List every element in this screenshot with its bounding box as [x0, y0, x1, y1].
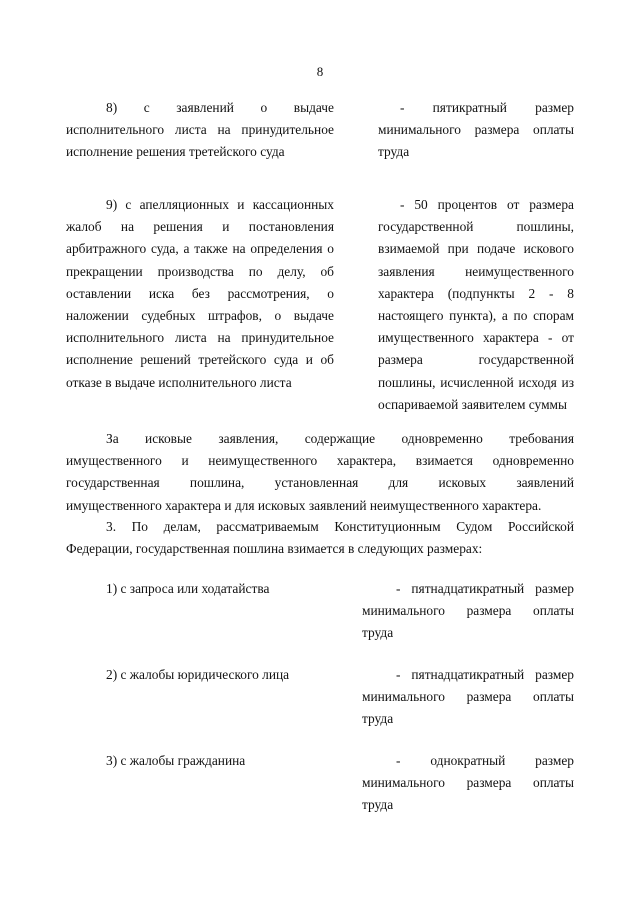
paragraph-line: Федерации, государственная пошлина взимается в следующих размерах: — [66, 541, 483, 557]
item-9-right-line: заявления неимущественного — [378, 263, 574, 279]
paragraph-mixed-claims — [66, 428, 574, 517]
paragraph-line: имущественного и неимущественного характера, взимается одновременно — [66, 453, 574, 469]
cc-item-1-right-line: минимального размера оплаты — [362, 603, 574, 619]
cc-item-2-left — [106, 664, 346, 686]
cc-item-1-right-line: труда — [362, 625, 394, 641]
item-9-right-line: характера (подпункты 2 - 8 — [378, 285, 574, 301]
item-8-left — [66, 97, 334, 164]
item-8-left-line: исполнительного листа на принудительное — [66, 122, 334, 138]
cc-item-1-left — [106, 578, 346, 600]
item-9-right-line: оспариваемой заявителем суммы — [378, 396, 568, 412]
item-8-right-line: - пятикратный размер — [400, 100, 574, 115]
cc-item-2-right — [362, 664, 574, 731]
paragraph-line: 3. По делам, рассматриваемым Конституционным Судом Российской — [106, 519, 574, 534]
cc-item-1-right-line: - пятнадцатикратный размер — [396, 581, 574, 596]
page-number: 8 — [316, 64, 324, 79]
cc-item-2-right-line: - пятнадцатикратный размер — [396, 667, 574, 682]
cc-item-1-right — [362, 578, 574, 645]
cc-item-3-right-line: труда — [362, 797, 394, 813]
item-8-left-line: 8) с заявлений о выдаче — [106, 100, 334, 115]
cc-item-3-left — [106, 750, 346, 772]
cc-item-2-right-line: труда — [362, 711, 394, 727]
item-9-left — [66, 194, 334, 394]
paragraph-constitutional-court — [66, 516, 574, 560]
paragraph-line: имущественного характера и для исковых заявлений неимущественного характера. — [66, 497, 542, 513]
item-8-right-line: труда — [378, 144, 410, 160]
item-9-right-line: - 50 процентов от размера — [400, 197, 574, 212]
item-9-right-line: взимаемой при подаче искового — [378, 241, 574, 257]
paragraph-line: государственная пошлина, установленная для исковых заявлений — [66, 475, 574, 491]
item-9-left-line: жалоб на решения и постановления — [66, 219, 334, 235]
item-9-left-line: арбитражного суда, а также на определения о — [66, 241, 334, 257]
item-9-left-line: 9) с апелляционных и кассационных — [106, 197, 334, 212]
item-9-left-line: исполнение решений третейского суда и об — [66, 352, 334, 368]
cc-item-3-right-line: минимального размера оплаты — [362, 775, 574, 791]
item-9-right-line: имущественного характера - от — [378, 330, 574, 346]
item-9-right — [378, 194, 574, 416]
item-8-left-line: исполнение решения третейского суда — [66, 144, 285, 160]
item-8-right-line: минимального размера оплаты — [378, 122, 574, 138]
cc-item-1-label: 1) с запроса или ходатайства — [106, 581, 270, 596]
item-9-right-line: пошлины, исчисленной исходя из — [378, 374, 574, 390]
paragraph-line: За исковые заявления, содержащие одновременно требования — [106, 431, 574, 446]
item-8-right — [378, 97, 574, 164]
cc-item-2-label: 2) с жалобы юридического лица — [106, 667, 290, 682]
item-9-left-line: исполнительного листа на принудительное — [66, 330, 334, 346]
cc-item-3-label: 3) с жалобы гражданина — [106, 753, 246, 768]
item-9-left-line: прекращении производства по делу, об — [66, 263, 334, 279]
item-9-right-line: государственной пошлины, — [378, 219, 574, 235]
item-9-left-line: оставлении иска без рассмотрения, о — [66, 285, 334, 301]
item-9-right-line: настоящего пункта), а по спорам — [378, 308, 574, 324]
item-9-left-line: отказе в выдаче исполнительного листа — [66, 374, 292, 390]
item-9-left-line: наложении судебных штрафов, о выдаче — [66, 308, 334, 324]
cc-item-3-right — [362, 750, 574, 817]
cc-item-2-right-line: минимального размера оплаты — [362, 689, 574, 705]
cc-item-3-right-line: - однократный размер — [396, 753, 574, 768]
item-9-right-line: размера государственной — [378, 352, 574, 368]
